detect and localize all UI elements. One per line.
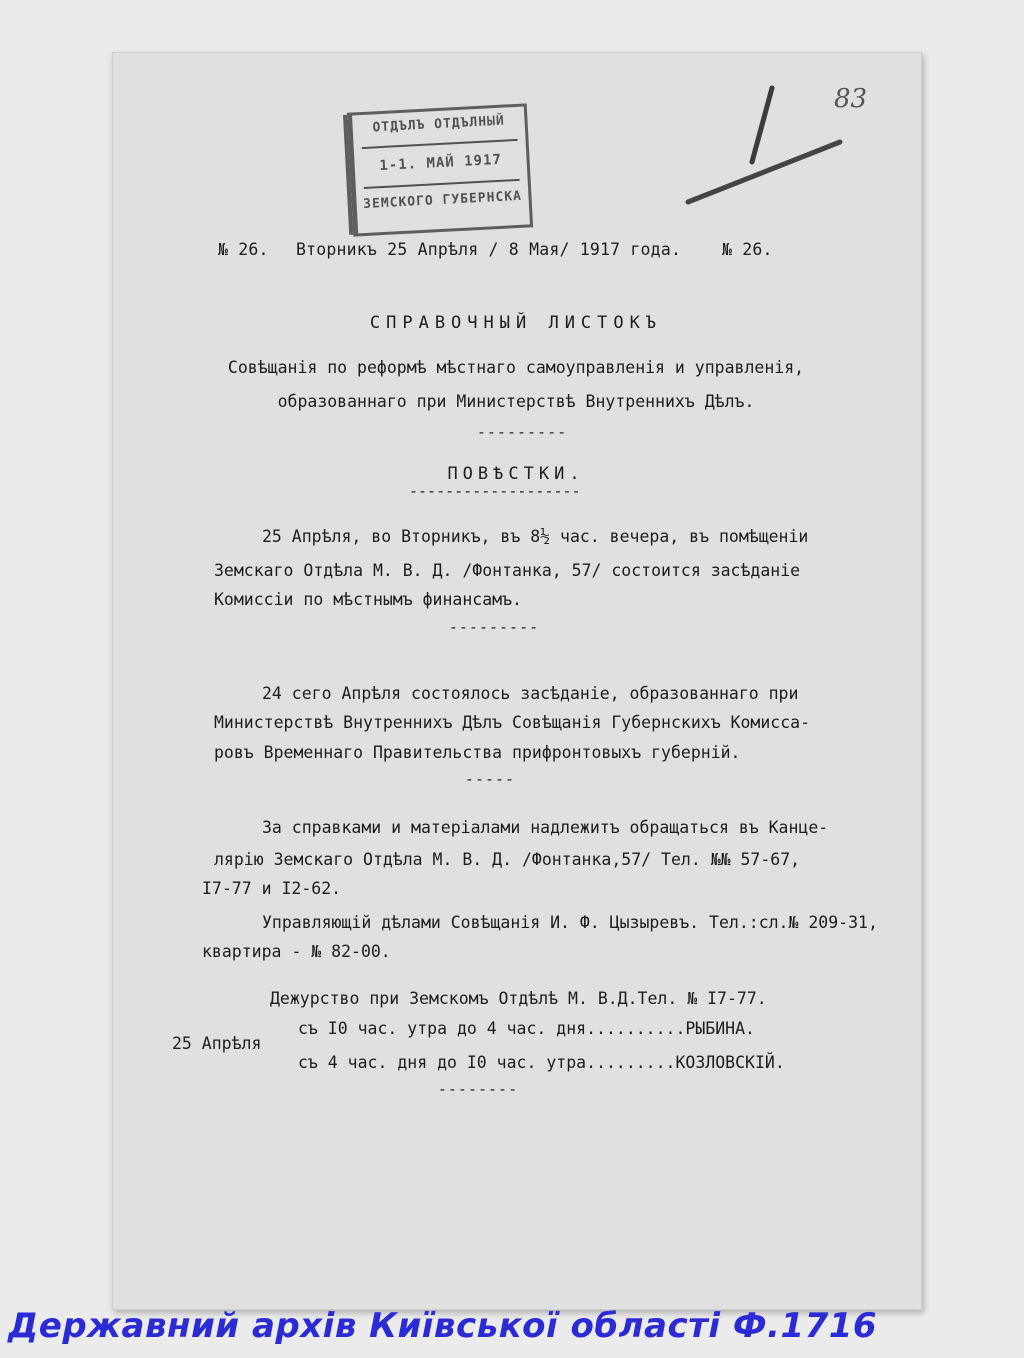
stamp-line-1: ОТДЪЛЪ ОТДЪЛНЫЙ (372, 113, 506, 136)
section-heading: ПОВѢСТКИ. (447, 464, 585, 484)
paragraph-1-line-1: 25 Апрѣля, во Вторникъ, въ 8½ час. вечера, въ помѣщеніи (262, 527, 809, 546)
stamp-line-3: ЗЕМСКОГО ГУБЕРНСКА (362, 188, 523, 213)
paragraph-3-line-2: лярію Земскаго Отдѣла М. В. Д. /Фонтанка,57/ Тел. №№ 57-67, (214, 850, 801, 869)
duty-heading: Дежурство при Земскомъ Отдѣлѣ М. В.Д.Тел. № I7-77. (270, 989, 767, 1008)
heading-underline: ------------------- (409, 482, 581, 500)
paragraph-3-line-1: За справками и матеріалами надлежитъ обращаться въ Канце- (262, 818, 829, 837)
paragraph-4-line-2: квартира - № 82-00. (202, 942, 391, 961)
separator: --------- (448, 618, 540, 636)
subtitle-line-2: образованнаго при Министерствѣ Внутреннихъ Дѣлъ. (277, 392, 755, 411)
paragraph-2-line-1: 24 сего Апрѣля состоялось засѣданіе, образованнаго при (262, 684, 799, 703)
archive-watermark-label: Державний архів Київської області Ф.1716 (8, 1306, 878, 1346)
paragraph-2-line-2: Министерствѣ Внутреннихъ Дѣлъ Совѣщанія Губернскихъ Комиссa- (214, 713, 811, 732)
paragraph-2-line-3: ровъ Временнаго Правительства прифронтовыхъ губерній. (214, 743, 741, 762)
issue-date: Вторникъ 25 Апрѣля / 8 Мая/ 1917 года. (296, 240, 682, 259)
stamp-line-2: 1-1. МАЙ 1917 (379, 151, 503, 175)
separator: -------- (437, 1080, 519, 1098)
stamp-divider (364, 179, 520, 189)
paragraph-4-line-1: Управляющій дѣлами Совѣщанія И. Ф. Цызыревъ. Тел.:сл.№ 209-31, (262, 913, 878, 932)
paragraph-1-line-2: Земскаго Отдѣла М. В. Д. /Фонтанка, 57/ состоится засѣданіе (214, 561, 801, 580)
document-title: СПРАВОЧНЫЙ ЛИСТОКЪ (369, 313, 663, 333)
folio-number: 83 (834, 84, 868, 114)
subtitle-line-1: Совѣщанія по реформѣ мѣстнаго самоуправленія и управленія, (227, 358, 805, 377)
paragraph-3-line-3: I7-77 и I2-62. (202, 879, 342, 898)
separator: --------- (476, 423, 568, 441)
stamp-divider (362, 139, 518, 149)
issue-number-left: № 26. (218, 240, 269, 259)
duty-date: 25 Апрѣля (172, 1034, 262, 1053)
issue-number-right: № 26. (722, 240, 773, 259)
duty-row-2: съ 4 час. дня до I0 час. утра.........КОЗЛОВСКІЙ. (298, 1053, 785, 1072)
paragraph-1-line-3: Комиссіи по мѣстнымъ финансамъ. (214, 590, 522, 609)
separator: ----- (464, 770, 516, 788)
registration-stamp (347, 103, 533, 236)
duty-row-1: съ I0 час. утра до 4 час. дня..........РЫБИНА. (298, 1019, 755, 1038)
